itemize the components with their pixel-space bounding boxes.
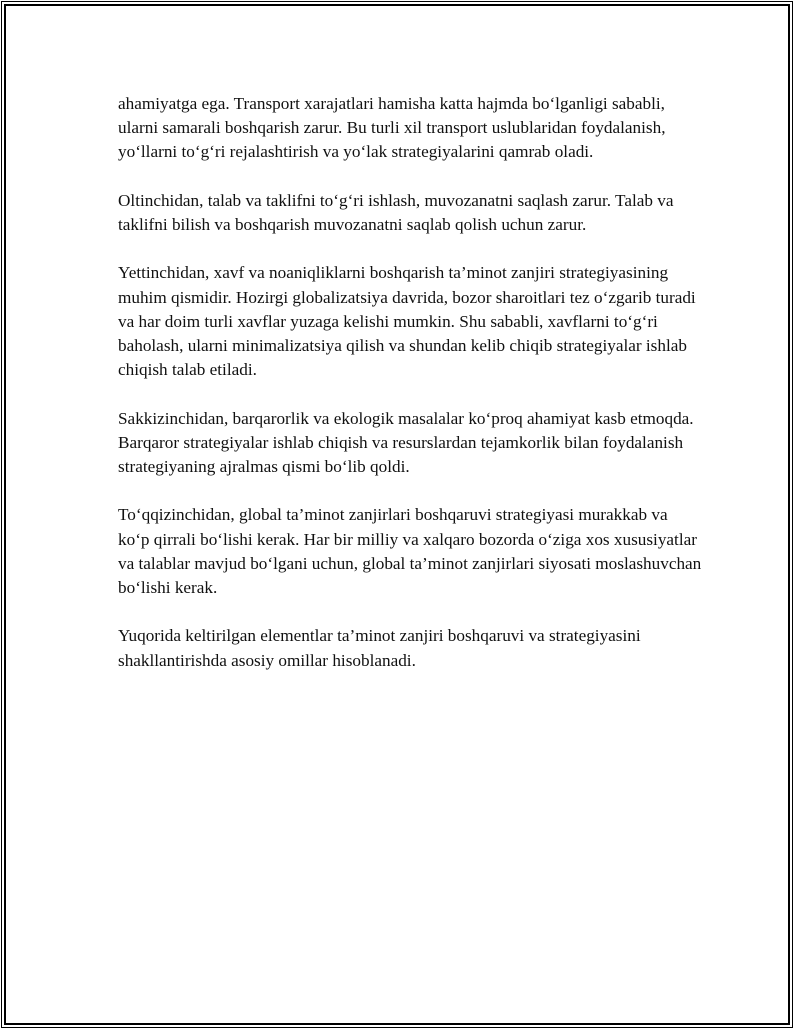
paragraph-conclusion: Yuqorida keltirilgan elementlar ta’minot zanjiri boshqaruvi va strategiyasini shakllantirishda asosiy omillar hisoblanadi. bbox=[118, 626, 641, 670]
paragraph-seventh: Yettinchidan, xavf va noaniqliklarni boshqarish ta’minot zanjiri strategiyasining muhim qismidir. Hozirgi globalizatsiya davrida, bozor sharoitlari tez o‘zgarib turadi va har doim turli xavflar yuzaga kelishi mumkin. Shu sababli, xavflarni to‘g‘ri baholash, ularni minimalizatsiya qilish va shundan kelib chiqib strategiyalar ishlab chiqish talab etiladi. bbox=[118, 263, 696, 380]
paragraph-transport: ahamiyatga ega. Transport xarajatlari hamisha katta hajmda bo‘lganligi sababli, ularni samarali boshqarish zarur. Bu turli xil transport uslublaridan foydalanish, yo‘llarni to‘g‘ri rejalashtirish va yo‘lak strategiyalarini qamrab oladi. bbox=[118, 94, 666, 162]
paragraph-eighth: Sakkizinchidan, barqarorlik va ekologik masalalar ko‘proq ahamiyat kasb etmoqda. Barqaror strategiyalar ishlab chiqish va resurslardan tejamkorlik bilan foydalanish strategiyaning ajralmas qismi bo‘lib qoldi. bbox=[118, 408, 694, 476]
paragraph-ninth: To‘qqizinchidan, global ta’minot zanjirlari boshqaruvi strategiyasi murakkab va ko‘p qirrali bo‘lishi kerak. Har bir milliy va xalqaro bozorda o‘ziga xos xususiyatlar va talablar mavjud bo‘lgani uchun, global ta’minot zanjirlari siyosati moslashuvchan bo‘lishi kerak. bbox=[118, 505, 702, 597]
paragraph-sixth: Oltinchidan, talab va taklifni to‘g‘ri ishlash, muvozanatni saqlash zarur. Talab va taklifni bilish va boshqarish muvozanatni saqlab qolish uchun zarur. bbox=[118, 190, 674, 234]
document-body bbox=[118, 92, 703, 673]
